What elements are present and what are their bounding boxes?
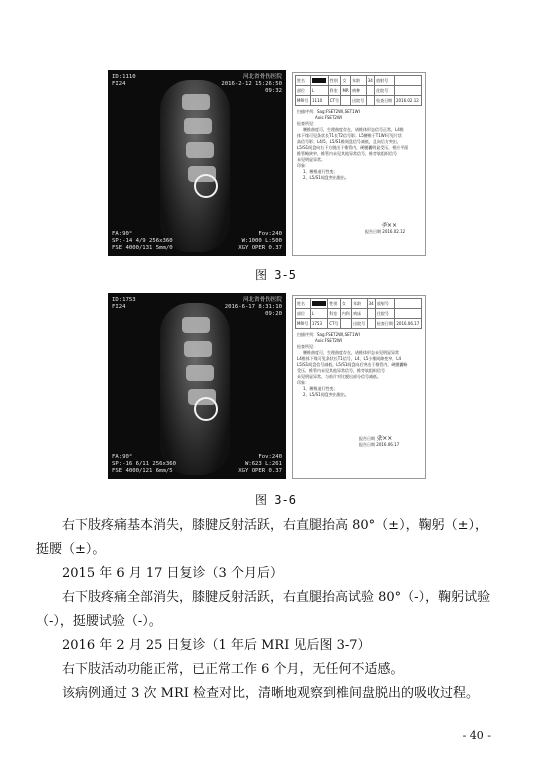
report-header-table: 姓名 性别 女 年龄 34 放射号 部位 L 科室 内科 病床 住院号 MRI号 1753 CT号 出院号 检查日期 2016.06.17	[295, 298, 422, 329]
paragraph: 2016 年 2 月 25 日复诊（1 年后 MRI 见后图 3-7）	[62, 638, 371, 653]
paragraph: 右下肢疼痛全部消失，膝腱反射活跃，右直腿抬高试验 80°（-），鞠躬试验（-），挺腰试验（-）。	[36, 590, 491, 629]
overlay-top-right: 河北省骨伤医院 2016-2-12 15:26:50 09:32	[221, 74, 282, 94]
report-signature: 李×× 报告日期 2016.02.12	[365, 222, 406, 234]
report-sheet	[292, 72, 426, 256]
paragraph: 右下肢疼痛基本消失，膝腱反射活跃，右直腿抬高 80°（±），鞠躬（±），挺腰（±）。	[36, 518, 488, 557]
vertebra	[186, 142, 214, 158]
report-body: 扫描序列：Sag:FSET2WI,SET1WI Axis:FSET2WI 检查所见： 腰椎曲度可，生理曲度存在，诸椎体形态未见明显异常 L4椎体下缘可见条状长T1信号，L4、L5小椎间隙变窄，L4 L5/S1间盘信号减低，L5/S1间盘向后突出于椎管内，硬膜囊略 受压，椎管内未见其他异常信号，椎旁软组织信号 未见明显异常，与前片对比脱出部分信号减低。 印象： 1、腰椎退行性变； 2、L5/S1间盘突出脱出。	[297, 332, 408, 397]
vertebra	[186, 365, 214, 381]
overlay-bottom-left: FA:90° SP:-14 4/9 256x360 FSE 4000/131 5mm/0	[112, 231, 173, 251]
report-signature: 报告日期 张×× 报告日期 2016.06.17	[359, 435, 400, 447]
mri-image	[108, 70, 286, 256]
overlay-bottom-left: FA:90° SP:-16 6/11 256x360 FSE 4000/121 6mm/5	[112, 454, 176, 474]
overlay-bottom-right: Fov:240 W:1000 L:500 XGY OPER 0.37	[238, 231, 282, 251]
mri-image	[108, 293, 286, 479]
page-number: - 40 -	[462, 729, 491, 742]
overlay-top-left: ID:1110 FI24	[112, 74, 136, 87]
figure-3-6	[108, 293, 428, 479]
figure-caption: 图 3-5	[255, 268, 296, 282]
report-header-table: 姓名 性别 女 年龄 34 放射号 部位 L 科室 MR 病种 住院号 MRI号 1110 CT号 出院号 检查日期 2016.02.12	[295, 75, 422, 106]
vertebra	[184, 341, 212, 357]
paragraph: 2015 年 6 月 17 日复诊（3 个月后）	[62, 566, 283, 581]
vertebra	[182, 317, 210, 333]
circle-marker-icon	[194, 174, 218, 198]
figure-3-5	[108, 70, 428, 256]
overlay-top-right: 河北省骨伤医院 2016-6-17 8:31:10 09:20	[224, 297, 282, 317]
vertebra	[182, 94, 210, 110]
vertebra	[184, 118, 212, 134]
report-sheet	[292, 295, 426, 479]
figure-caption: 图 3-6	[255, 493, 296, 507]
paragraph: 该病例通过 3 次 MRI 检查对比，清晰地观察到椎间盘脱出的吸收过程。	[62, 686, 480, 701]
circle-marker-icon	[194, 397, 218, 421]
report-body: 扫描序列：Sag:FSET2WI,SET1WI Axis:FSET2WI 检查所见： 腰椎曲度可，生理曲度存在，诸椎体形态信号正常，L4椎 体下缘可见条状长T1长T2信号影；L5腰椎于T1WI可见片状 高信号影；L4/5、L5/S1椎间盘信号减低，且向后方突出， L5/S1间盘向右下方脱出于椎管内，硬膜囊明显受压，相应平面 椎管略狭窄，椎管内未见其他异常信号，椎旁软组织信号 未见明显异常。 印象： 1、腰椎退行性变； 2、L5/S1间盘突出脱出。	[297, 109, 409, 180]
redacted-name	[312, 78, 326, 83]
paragraph: 右下肢活动功能正常，已正常工作 6 个月，无任何不适感。	[62, 662, 404, 677]
overlay-top-left: ID:1753 FI24	[112, 297, 136, 310]
redacted-name	[312, 301, 326, 306]
overlay-bottom-right: Fov:240 W:623 L:261 XGY OPER 0.37	[238, 454, 282, 474]
